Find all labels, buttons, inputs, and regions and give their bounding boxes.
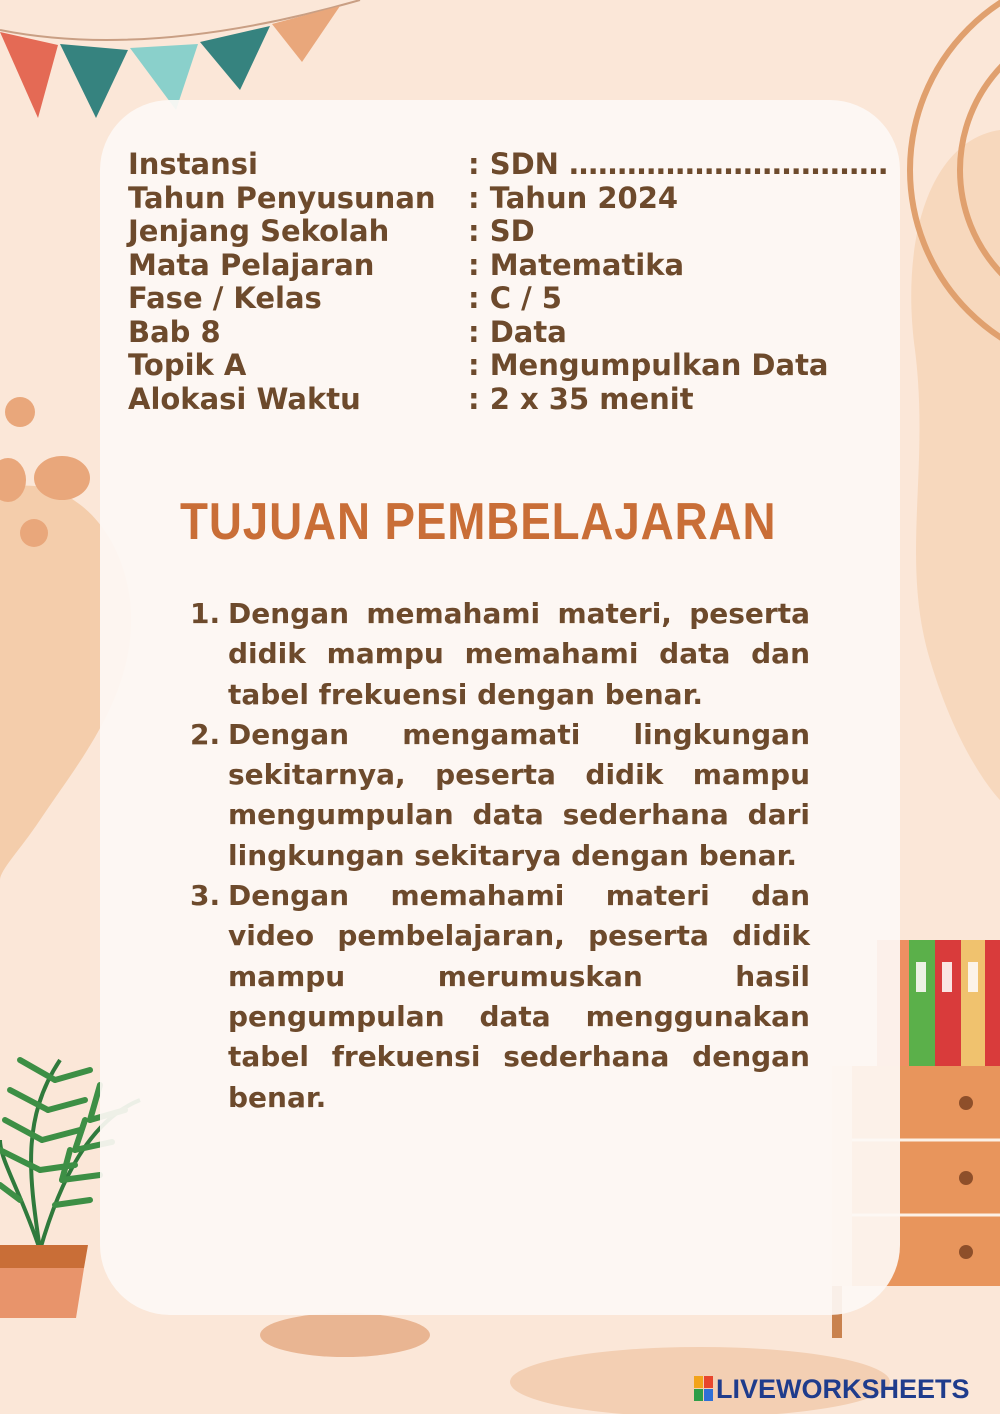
floor-shadow — [260, 1313, 430, 1357]
info-label: Tahun Penyusunan — [128, 180, 436, 215]
info-label: Instansi — [128, 147, 258, 181]
info-value: : SDN …………………………… — [468, 147, 889, 181]
right-blob — [911, 130, 1000, 800]
live-logo-icon — [694, 1376, 714, 1402]
info-row — [128, 148, 888, 182]
info-label: Fase / Kelas — [128, 281, 322, 315]
info-value: : Matematika — [468, 247, 685, 282]
info-value: : C / 5 — [468, 281, 562, 315]
section-title: TUJUAN PEMBELAJARAN — [180, 493, 777, 551]
objective-text: Dengan memahami materi dan video pembelajaran, peserta didik mampu merumuskan hasil pengumpulan data menggunakan tabel frekuensi sederhana dengan benar. — [228, 879, 810, 1114]
dot-decoration — [20, 519, 48, 547]
list-item — [190, 594, 810, 715]
objective-text: Dengan memahami materi, peserta didik mampu memahami data dan tabel frekuensi dengan benar. — [228, 597, 810, 711]
liveworksheets-logo[interactable] — [694, 1374, 970, 1404]
objective-text: Dengan mengamati lingkungan sekitarnya, peserta didik mampu mengumpulan data sederhana dari lingkungan sekitarya dengan benar. — [228, 717, 810, 872]
objective-number: 1. — [190, 597, 221, 630]
info-row — [128, 383, 888, 417]
info-row — [128, 282, 888, 316]
dot-decoration — [34, 456, 90, 500]
info-value: : SD — [468, 214, 535, 248]
info-value: : Mengumpulkan Data — [468, 348, 829, 382]
objectives-list — [190, 594, 810, 1118]
info-value: : Data — [468, 314, 567, 349]
info-row — [128, 316, 888, 350]
objective-number: 3. — [190, 879, 221, 913]
info-label: Mata Pelajaran — [128, 247, 375, 282]
info-value: : 2 x 35 menit — [468, 381, 694, 416]
info-label: Jenjang Sekolah — [128, 214, 390, 248]
list-item — [190, 715, 810, 876]
lesson-info — [128, 148, 888, 416]
info-row — [128, 249, 888, 283]
info-label: Topik A — [128, 348, 247, 382]
dot-decoration — [5, 397, 35, 427]
logo-text: LIVEWORKSHEETS — [716, 1373, 970, 1404]
info-row — [128, 349, 888, 383]
info-row — [128, 182, 888, 216]
info-value: : Tahun 2024 — [468, 180, 679, 215]
info-label: Bab 8 — [128, 314, 221, 349]
info-row — [128, 215, 888, 249]
objective-number: 2. — [190, 717, 221, 751]
info-label: Alokasi Waktu — [128, 381, 361, 416]
list-item — [190, 876, 810, 1118]
